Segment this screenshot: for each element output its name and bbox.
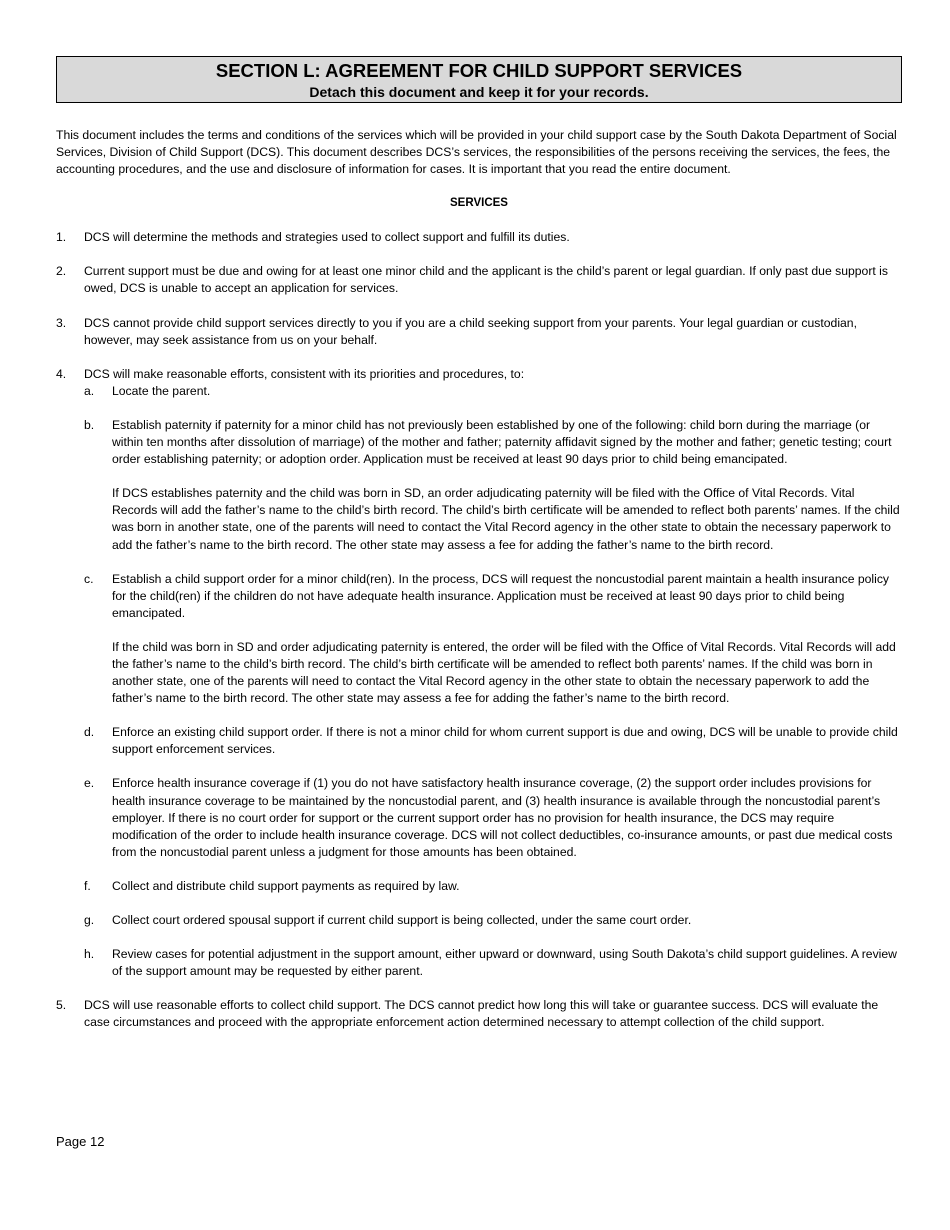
sub-item-text: Collect court ordered spousal support if current child support is being collected, under the same court order.	[112, 913, 692, 927]
item-text: Current support must be due and owing for at least one minor child and the applicant is the child’s parent or legal guardian. If only past due support is owed, DCS is unable to accept an application for services.	[84, 264, 888, 296]
sub-item-a	[84, 383, 902, 400]
item-text: DCS will use reasonable efforts to collect child support. The DCS cannot predict how long this will take or guarantee success. DCS will evaluate the case circumstances and proceed with the appropriate enforcement action determined necessary to attempt collection of the child support.	[84, 998, 879, 1030]
section-subtitle: Detach this document and keep it for your records.	[309, 84, 649, 100]
sub-item-d	[84, 724, 902, 758]
item-number: 4.	[56, 366, 67, 381]
sub-item-letter: b.	[84, 417, 95, 432]
sub-item-text: Establish a child support order for a minor child(ren). In the process, DCS will request the noncustodial parent maintain a health insurance policy for the child(ren) if the children do not have adequate health insurance. Application must be received at least 90 days prior to child being emancipated.	[112, 571, 890, 620]
sub-item-text: Establish paternity if paternity for a minor child has not previously been established by one of the following: child born during the marriage (or within ten months after dissolution of marriage) of the mother and father; paternity affidavit signed by the mother and father; genetic testing; court order establishing paternity; or adoption order. Application must be received at least 90 days prior to child being emancipated.	[112, 417, 892, 467]
sub-item-e	[84, 775, 902, 860]
sub-item-letter: f.	[84, 878, 91, 893]
item-number: 3.	[56, 315, 67, 330]
item-number: 1.	[56, 230, 67, 245]
section-header-box	[56, 56, 902, 103]
sub-item-text: Locate the parent.	[112, 383, 211, 398]
list-item-4	[56, 366, 902, 981]
sub-item-continuation: If the child was born in SD and order adjudicating paternity is entered, the order will be filed with the Office of Vital Records. Vital Records will add the father’s name to the child’s birth record. The child’s birth certificate will be amended to reflect both parents’ names. If the child was born in another state, one of the parents will need to contact the Vital Record agency in the other state to obtain the necessary paperwork to add the father’s name to the birth record. The other state may assess a fee for adding the father’s name to the birth record.	[112, 639, 896, 706]
document-page	[56, 56, 902, 1031]
item-text: DCS cannot provide child support services directly to you if you are a child seeking support from your parents. Your legal guardian or custodian, however, may seek assistance from us on your behalf.	[84, 315, 857, 347]
sub-item-text: Collect and distribute child support payments as required by law.	[112, 878, 460, 893]
sub-item-text: Review cases for potential adjustment in the support amount, either upward or downward, using South Dakota’s child support guidelines. A review of the support amount may be requested by either parent.	[112, 947, 897, 979]
item-text: DCS will make reasonable efforts, consistent with its priorities and procedures, to:	[84, 366, 525, 381]
list-item-3	[56, 315, 902, 349]
sub-item-c	[84, 571, 902, 708]
item-number: 2.	[56, 264, 67, 279]
sub-item-f	[84, 878, 902, 895]
sub-item-h	[84, 946, 902, 980]
list-item-5	[56, 997, 902, 1031]
list-item-2	[56, 263, 902, 297]
sub-item-text: Enforce an existing child support order. If there is not a minor child for whom current support is due and owing, DCS will be unable to provide child support enforcement services.	[112, 725, 898, 757]
sub-item-text: Enforce health insurance coverage if (1) you do not have satisfactory health insurance coverage, (2) the support order includes provisions for health insurance coverage to be maintained by the noncustodial parent, and (3) health insurance is available through the noncustodial parent’s employer. If there is no court order for support or the current support order has no provision for health insurance, the DCS may require modification of the order to include health insurance coverage. DCS will not collect deductibles, co-insurance amounts, or past due medical costs from the noncustodial parent unless a judgment for those amounts has been obtained.	[112, 776, 893, 859]
sub-item-g	[84, 912, 902, 929]
sub-item-letter: e.	[84, 776, 95, 791]
sub-item-letter: g.	[84, 913, 95, 927]
sub-item-letter: h.	[84, 947, 95, 962]
sub-item-b	[84, 417, 902, 554]
intro-paragraph: This document includes the terms and conditions of the services which will be provided in your child support case by the South Dakota Department of Social Services, Division of Child Support (DCS). This document describes DCS’s services, the responsibilities of the persons receiving the services, the fees, the accounting procedures, and the use and disclosure of information for cases. It is important that you read the entire document.	[56, 128, 897, 177]
sub-item-letter: a.	[84, 383, 95, 398]
page-number: Page 12	[56, 1134, 105, 1149]
list-item-1	[56, 229, 902, 246]
item-text: DCS will determine the methods and strategies used to collect support and fulfill its duties.	[84, 230, 570, 245]
sub-item-continuation: If DCS establishes paternity and the child was born in SD, an order adjudicating paternity will be filed with the Office of Vital Records. Vital Records will add the father’s name to the child’s birth record. The child’s birth certificate will be amended to reflect both parents’ names. If the child was born in another state, one of the parents will need to contact the Vital Record agency in the other state to obtain the necessary paperwork to add the father’s name to the birth record. The other state may assess a fee for adding the father’s name to the birth record.	[112, 486, 900, 552]
sub-item-letter: c.	[84, 571, 94, 586]
item-number: 5.	[56, 998, 67, 1013]
section-title: SECTION L: AGREEMENT FOR CHILD SUPPORT SERVICES	[215, 60, 743, 81]
services-heading: SERVICES	[450, 197, 508, 210]
sub-item-letter: d.	[84, 725, 95, 740]
